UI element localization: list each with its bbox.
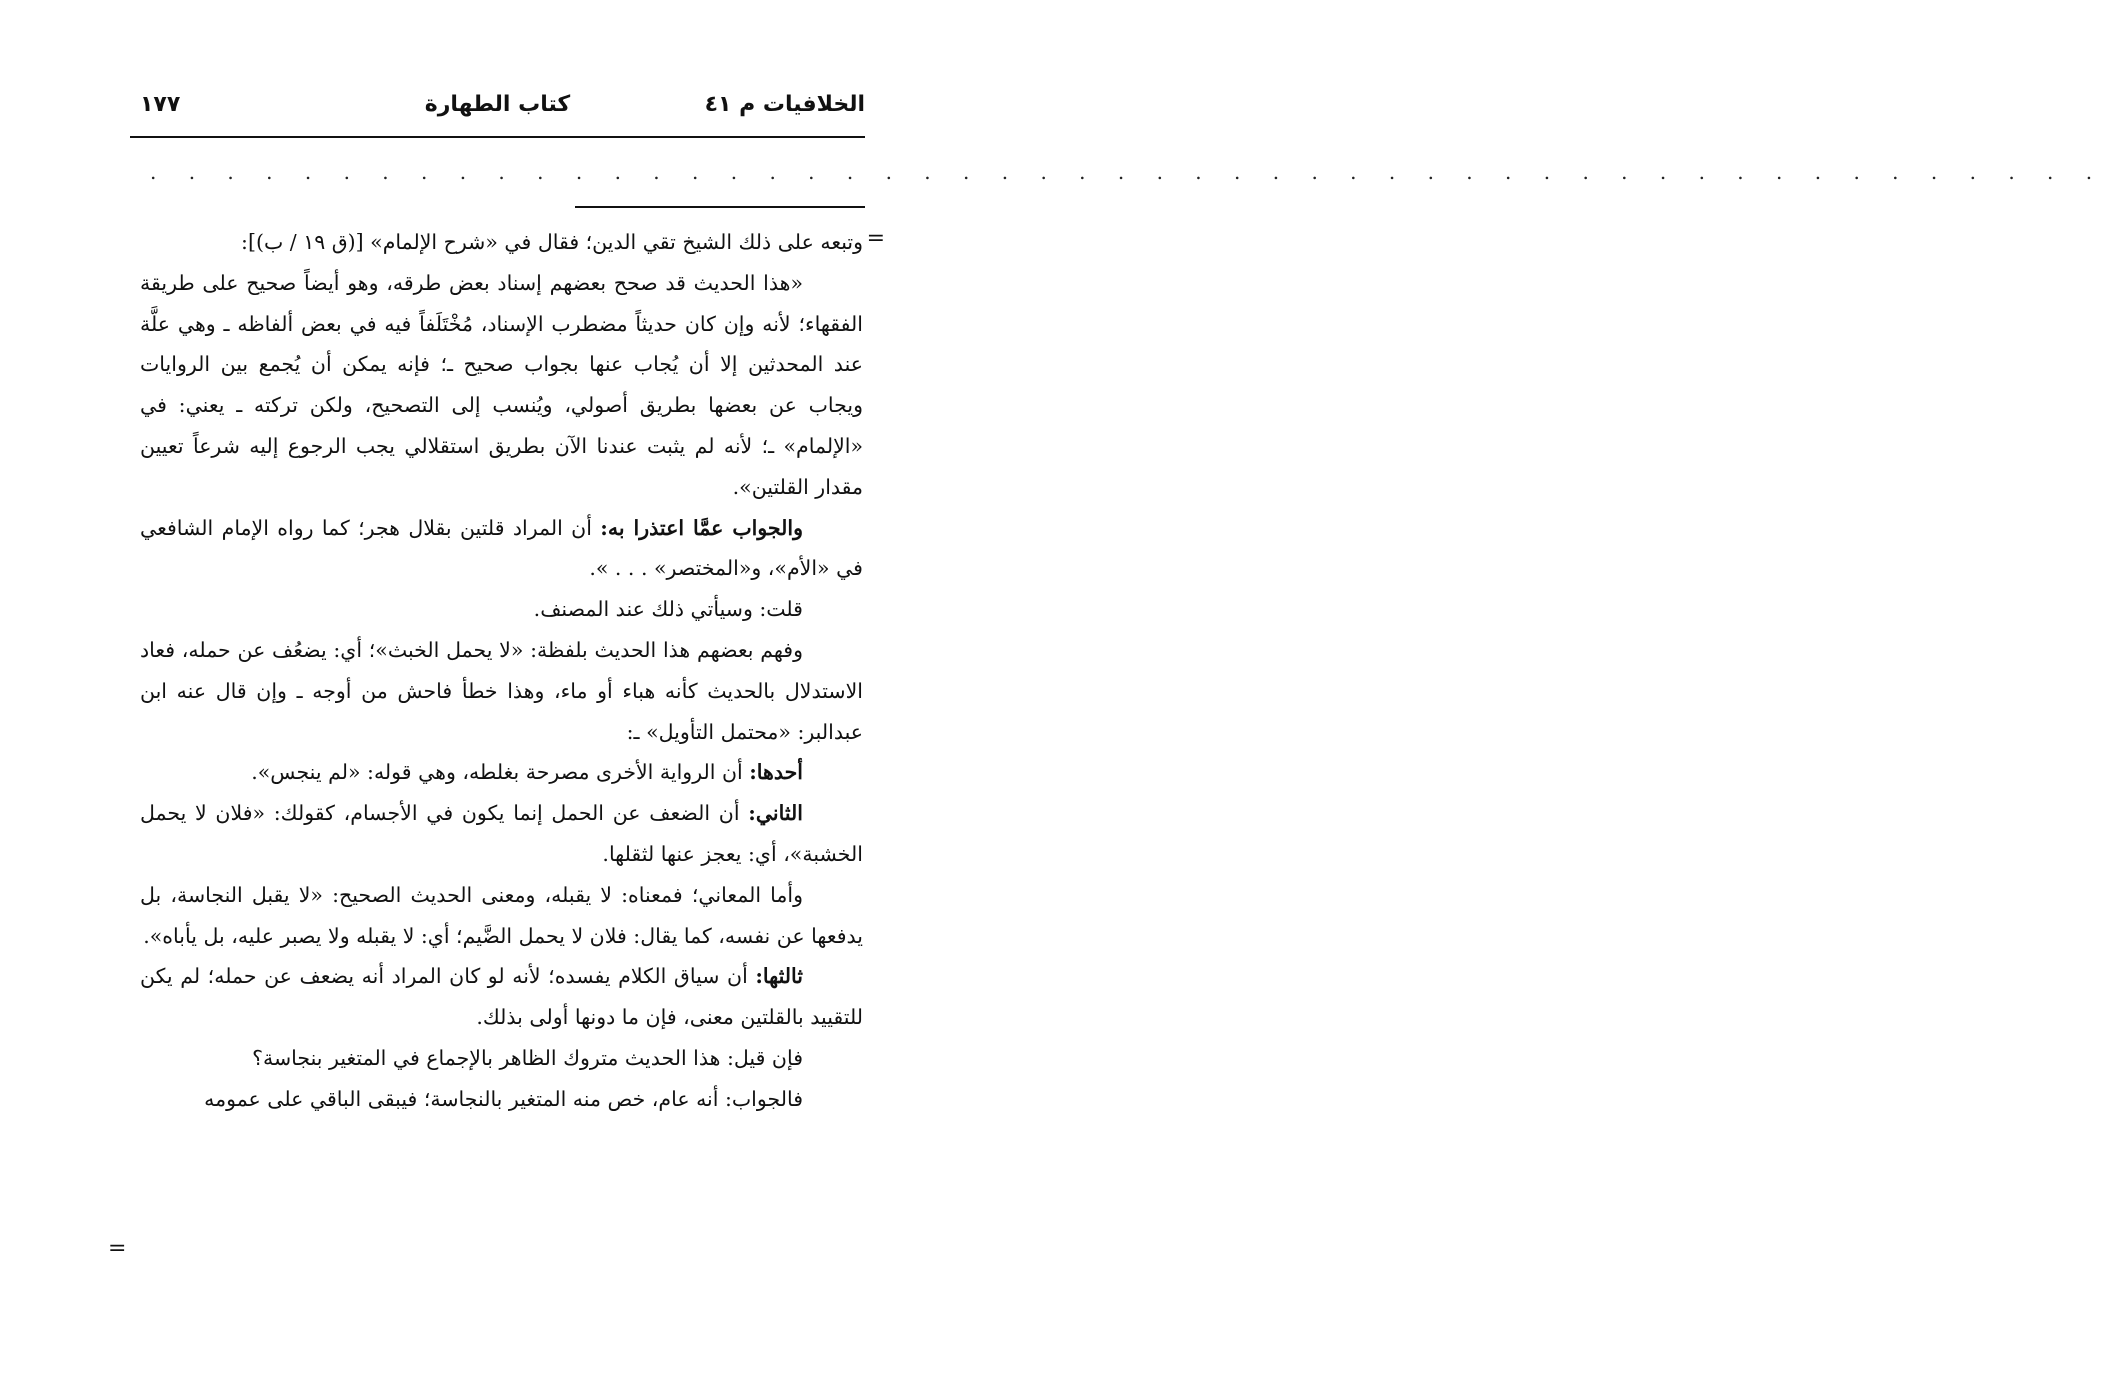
paragraph-7 — [140, 793, 863, 875]
book-title-header: الخلافيات م ٤١ — [704, 92, 865, 117]
paragraph-4: قلت: وسيأتي ذلك عند المصنف. — [533, 597, 803, 622]
paragraph-9-lead: ثالثها: — [755, 964, 803, 989]
paragraph-6-lead: أحدها: — [749, 760, 803, 785]
running-header — [130, 92, 865, 132]
page-number: ١٧٧ — [140, 92, 181, 117]
footnote-body — [140, 222, 863, 1120]
continuation-mark-bottom: = — [108, 1236, 127, 1261]
footnote-divider — [575, 206, 865, 208]
chapter-title-header: كتاب الطهارة — [424, 92, 571, 117]
header-divider — [130, 136, 865, 138]
paragraph-9 — [140, 956, 863, 1038]
paragraph-3-lead: والجواب عمَّا اعتذرا به: — [600, 515, 803, 540]
paragraph-3-text: أن المراد قلتين بقلال هجر؛ كما رواه الإمام الشافعي في «الأم»، و«المختصر» . . . ». — [140, 515, 863, 581]
dotted-separator: . . . . . . . . . . . . . . . . . . . . . . . . . . . . . . . . . . . . . . . . . . . . . . . . . . . — [150, 160, 2105, 184]
paragraph-5: وفهم بعضهم هذا الحديث بلفظة: «لا يحمل الخبث»؛ أي: يضعُف عن حمله، فعاد الاستدلال بالحديث كأنه هباء أو ماء، وهذا خطأ فاحش من أوجه ـ وإن قال عنه ابن عبدالبر: «محتمل التأويل» ـ: — [140, 637, 863, 744]
paragraph-6-text: أن الرواية الأخرى مصرحة بغلطه، وهي قوله: «لم ينجس». — [251, 760, 750, 785]
paragraph-9-text: أن سياق الكلام يفسده؛ لأنه لو كان المراد أنه يضعف عن حمله؛ لم يكن للتقييد بالقلتين معنى، فإن ما دونها أولى بذلك. — [140, 964, 863, 1030]
paragraph-11: فالجواب: أنه عام، خص منه المتغير بالنجاسة؛ فيبقى الباقي على عمومه — [204, 1086, 803, 1111]
paragraph-7-lead: الثاني: — [748, 801, 803, 826]
paragraph-7-text: أن الضعف عن الحمل إنما يكون في الأجسام، كقولك: «فلان لا يحمل الخشبة»، أي: يعجز عنها لثقلها. — [140, 801, 863, 866]
paragraph-2-quote: «هذا الحديث قد صحح بعضهم إسناد بعض طرقه، وهو أيضاً صحيح على طريقة الفقهاء؛ لأنه وإن كان حديثاً مضطرب الإسناد، مُخْتَلَفاً فيه في بعض ألفاظه ـ وهي علَّة عند المحدثين إلا أن يُجاب عنها بجواب صحيح ـ؛ فإنه يمكن أن يُجمع بين الروايات ويجاب عن بعضها بطريق أصولي، ويُنسب إلى التصحيح، ولكن تركته ـ يعني: في «الإلمام» ـ؛ لأنه لم يثبت عندنا الآن بطريق استقلالي يجب الرجوع إليه شرعاً تعيين مقدار القلتين». — [140, 270, 863, 499]
paragraph-6 — [140, 752, 863, 793]
paragraph-10: فإن قيل: هذا الحديث متروك الظاهر بالإجماع في المتغير بنجاسة؟ — [252, 1045, 803, 1070]
paragraph-3 — [140, 508, 863, 590]
paragraph-8: وأما المعاني؛ فمعناه: لا يقبله، ومعنى الحديث الصحيح: «لا يقبل النجاسة، بل يدفعها عن نفسه، كما يقال: فلان لا يحمل الضَّيم؛ أي: لا يقبله ولا يصبر عليه، بل يأباه». — [140, 882, 863, 948]
continuation-mark-top: = — [866, 226, 885, 251]
paragraph-1: وتبعه على ذلك الشيخ تقي الدين؛ فقال في «شرح الإلمام» [(ق ١٩ / ب)]: — [241, 230, 863, 254]
